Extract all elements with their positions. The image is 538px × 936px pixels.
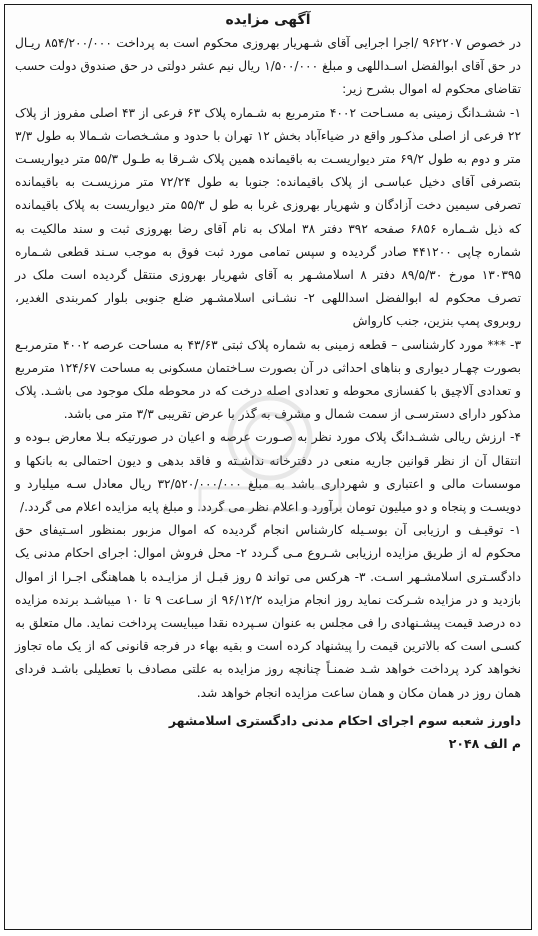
notice-paragraph-intro: در خصوص ۹۶۲۲۰۷ /اجرا اجرایی آقای شـهریار بهروزی محکوم است به پرداخت ۸۵۴/۲۰۰/۰۰۰ ریـال در حق آقای ابوالفضل اسـداللهی و مبلغ ۱/۵۰۰/۰۰۰ ریال نیم عشر دولتی در حق صندوق دولت حسب تقاضای محکوم له اموال بشرح زیر: [15,36,521,97]
notice-title: آگهی مزایده [225,12,311,28]
notice-paragraph-property-description: ۱- ششـدانگ زمینی به مسـاحت ۴۰۰۲ مترمربع به شـماره پلاک ۶۳ فرعی از ۴۳ اصلی مفروز از پلاک ۲۲ فرعی از اصلی مذکـور واقع در ضیاءآباد بخش ۱۲ تهران با حدود و مشـخصات شـمالا به طول ۳/۳ متر و دوم به طول ۶۹/۲ متر دیواریسـت به باقیمانده همین پلاک شـرقا به طـول ۵۵/۳ متر دیواریسـت بتصرفی آقای دخیل عباسـی از پلاک باقیمانده: جنوبا به طول ۷۲/۲۴ متر مرزیسـت به باقیمانده تصرفی سیمین دخت آزادگان و شهریار بهروزی غربا به طو ل ۵۵/۳ متر دیواریست به پلاک باقیمانده که ذیل شـماره ۶۸۵۶ صفحه ۳۹۲ دفتر ۳۸ املاک به نام آقای رضا بهروزی ثبت و سند مالکیت به شماره چاپی ۴۴۱۲۰۰ صادر گردیده و سپس تمامی مورد ثبت فوق به موجب سـند قطعی شـماره ۱۳۰۳۹۵ مورخ ۸۹/۵/۳۰ دفتر ۸ اسلامشـهر به آقای شهریار بهروزی منتقل گردیده است ملک در تصرف محکوم له ابوالفضل اسداللهی ۲- نشـانی اسلامشـهر ضلع جنوبی بلوار کمربندی الغدیر، روبروی پمپ بنزین، جنب کارواش [15,105,522,329]
notice-reference-code: م الف ۲۰۴۸ [448,735,521,751]
notice-paragraph-valuation: ۴- ارزش ریالی ششـدانگ پلاک مورد نظر به صـورت عرصه و اعیان در صورتیکه بـلا معارض بـوده و انتقال آن از نظر قوانین جاریه منعی در دفترخانه نداشـته و فاقد بدهی و دیون احتمالی به بانکها و موسسات مالی و اعتباری و شهرداری باشد به مبلغ ۳۲/۵۲۰/۰۰۰/۰۰۰ ریال معادل سـه میلیارد و دویسـت و پنجاه و دو میلیون تومان برآورد و اعلام نظر می گردد. و مبلغ پایه مزایده اعلام می گردد./ [15,430,521,515]
notice-signature: داورز شعبه سوم اجرای احکام مدنی دادگستری اسلامشهر [168,712,521,728]
notice-frame [4,4,532,930]
notice-body [15,32,521,705]
notice-paragraph-auction-terms: ۱- توقیـف و ارزیابی آن بوسـیله کارشناس انجام گردیده که اموال مزبور بمنظور اسـتیفای حق محکوم له از طریق مزایده ارزیابی شـروع مـی گـردد ۲- محل فروش اموال: اجرای احکام مدنی یک دادگسـتری اسلامشـهر اسـت. ۳- هرکس می تواند ۵ روز قبـل از مزایـده با هماهنگی اجـرا از اموال بازدید و در مزایده شـرکت نماید روز انجام مزایده ۹۶/۱۲/۲ از سـاعت ۹ تا ۱۰ میباشـد برنده مزایده ده درصد قیمت پیشـنهادی را فی مجلس به عنوان سـپرده نقدا میبایست پرداخت نماید. مال متعلق به کسـی است که بالاترین قیمت را پیشنهاد کرده است و بقیه بهاء در فرجه قانونی که از یک ماه تجاوز نخواهد کرد پرداخت خواهد شـد ضمنـاً چنانچه روز مزایده به علتی مصادف با تعطیلی باشـد فردای همان روز در همان مکان و همان ساعت مزایده انجام خواهد شد. [15,523,522,700]
notice-paragraph-expert-assessment: ۳- *** مورد کارشناسی – قطعه زمینی به شماره پلاک ثبتی ۴۳/۶۳ به مساحت عرصه ۴۰۰۲ مترمربـع بصورت چهـار دیواری و بناهای احداثی در آن بصورت سـاختمان مسکونی به مساحت ۱۲۴/۶۷ مترمربع و تعدادی آلاچیق با کفسازی محوطه و تعدادی اصله درخت که در محوطه ملک موجود می باشـد. پلاک مذکور دارای دسترسـی از سمت شمال و مشرف به گذر با عرض تقریبی ۳/۳ متر می باشد. [15,337,521,422]
